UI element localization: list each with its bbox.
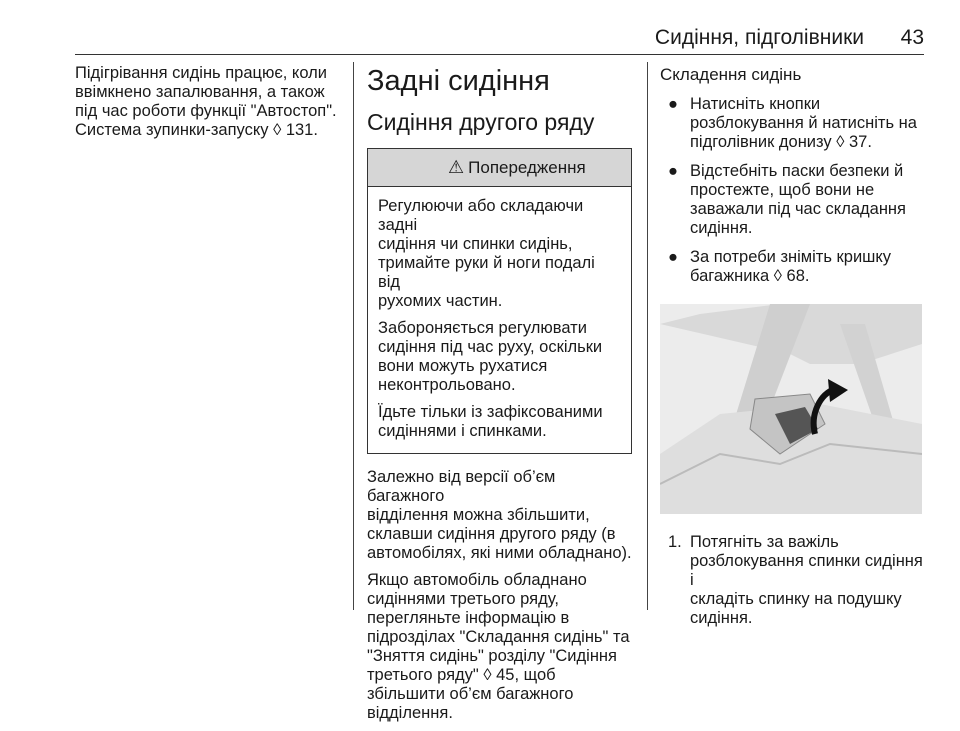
bullet-icon: ● xyxy=(668,248,678,266)
page-header xyxy=(75,24,924,55)
warning-triangle-icon: ⚠ xyxy=(448,157,465,177)
page-number: 43 xyxy=(900,26,924,49)
column-3 xyxy=(660,64,928,638)
step-number: 1. xyxy=(668,533,682,551)
list-item: ● Натисніть кнопки розблокування й натисніть на підголівник донизу ◊ 37. xyxy=(668,95,917,151)
warning-header xyxy=(368,149,631,187)
list-item: 1. Потягніть за важіль розблокування спинки сидіння і складіть спинку на подушку сидіння. xyxy=(668,533,923,627)
column-divider xyxy=(353,62,354,610)
warning-paragraph: Забороняється регулювати сидіння під час руху, оскільки вони можуть рухатися неконтрольовано. xyxy=(378,319,603,394)
warning-box xyxy=(367,148,632,454)
seat-lever-illustration xyxy=(660,304,922,514)
body-paragraph: Залежно від версії об’єм багажного відділення можна збільшити, склавши сидіння другого ряду (в автомобілях, які ними обладнано). xyxy=(367,468,632,562)
body-paragraph: Якщо автомобіль обладнано сидіннями третього ряду, перегляньте інформацію в підрозділах "Складання сидінь" та "Зняття сидінь" розділу "Сидіння третього ряду" ◊ 45, щоб збільшити об’єм багажного відділення. xyxy=(367,571,630,722)
warning-label: Попередження xyxy=(468,158,586,177)
warning-paragraph: Їдьте тільки із зафіксованими сидіннями і спинками. xyxy=(378,403,603,440)
running-header-title: Сидіння, підголівники xyxy=(654,26,864,49)
bullet-icon: ● xyxy=(668,162,678,180)
section-title: Задні сидіння xyxy=(367,65,550,97)
heating-paragraph: Підігрівання сидінь працює, коли ввімкнено запалювання, а також під час роботи функції "Автостоп". Система зупинки-запуску ◊ 131. xyxy=(75,64,337,139)
numbered-list xyxy=(660,533,928,628)
subsection-title: Сидіння другого ряду xyxy=(367,109,595,135)
bullet-list xyxy=(660,95,928,286)
list-item: ● За потреби зніміть кришку багажника ◊ 68. xyxy=(668,248,892,285)
folding-title: Складення сидінь xyxy=(660,65,802,84)
list-item: ● Відстебніть паски безпеки й простежте, щоб вони не заважали під час складання сидіння. xyxy=(668,162,906,237)
column-1 xyxy=(75,64,345,148)
column-divider xyxy=(647,62,648,610)
bullet-icon: ● xyxy=(668,95,678,113)
warning-body xyxy=(368,187,631,453)
column-2 xyxy=(367,64,632,731)
warning-paragraph: Регулюючи або складаючи задні сидіння чи спинки сидінь, тримайте руки й ноги подалі від рухомих частин. xyxy=(378,197,595,310)
